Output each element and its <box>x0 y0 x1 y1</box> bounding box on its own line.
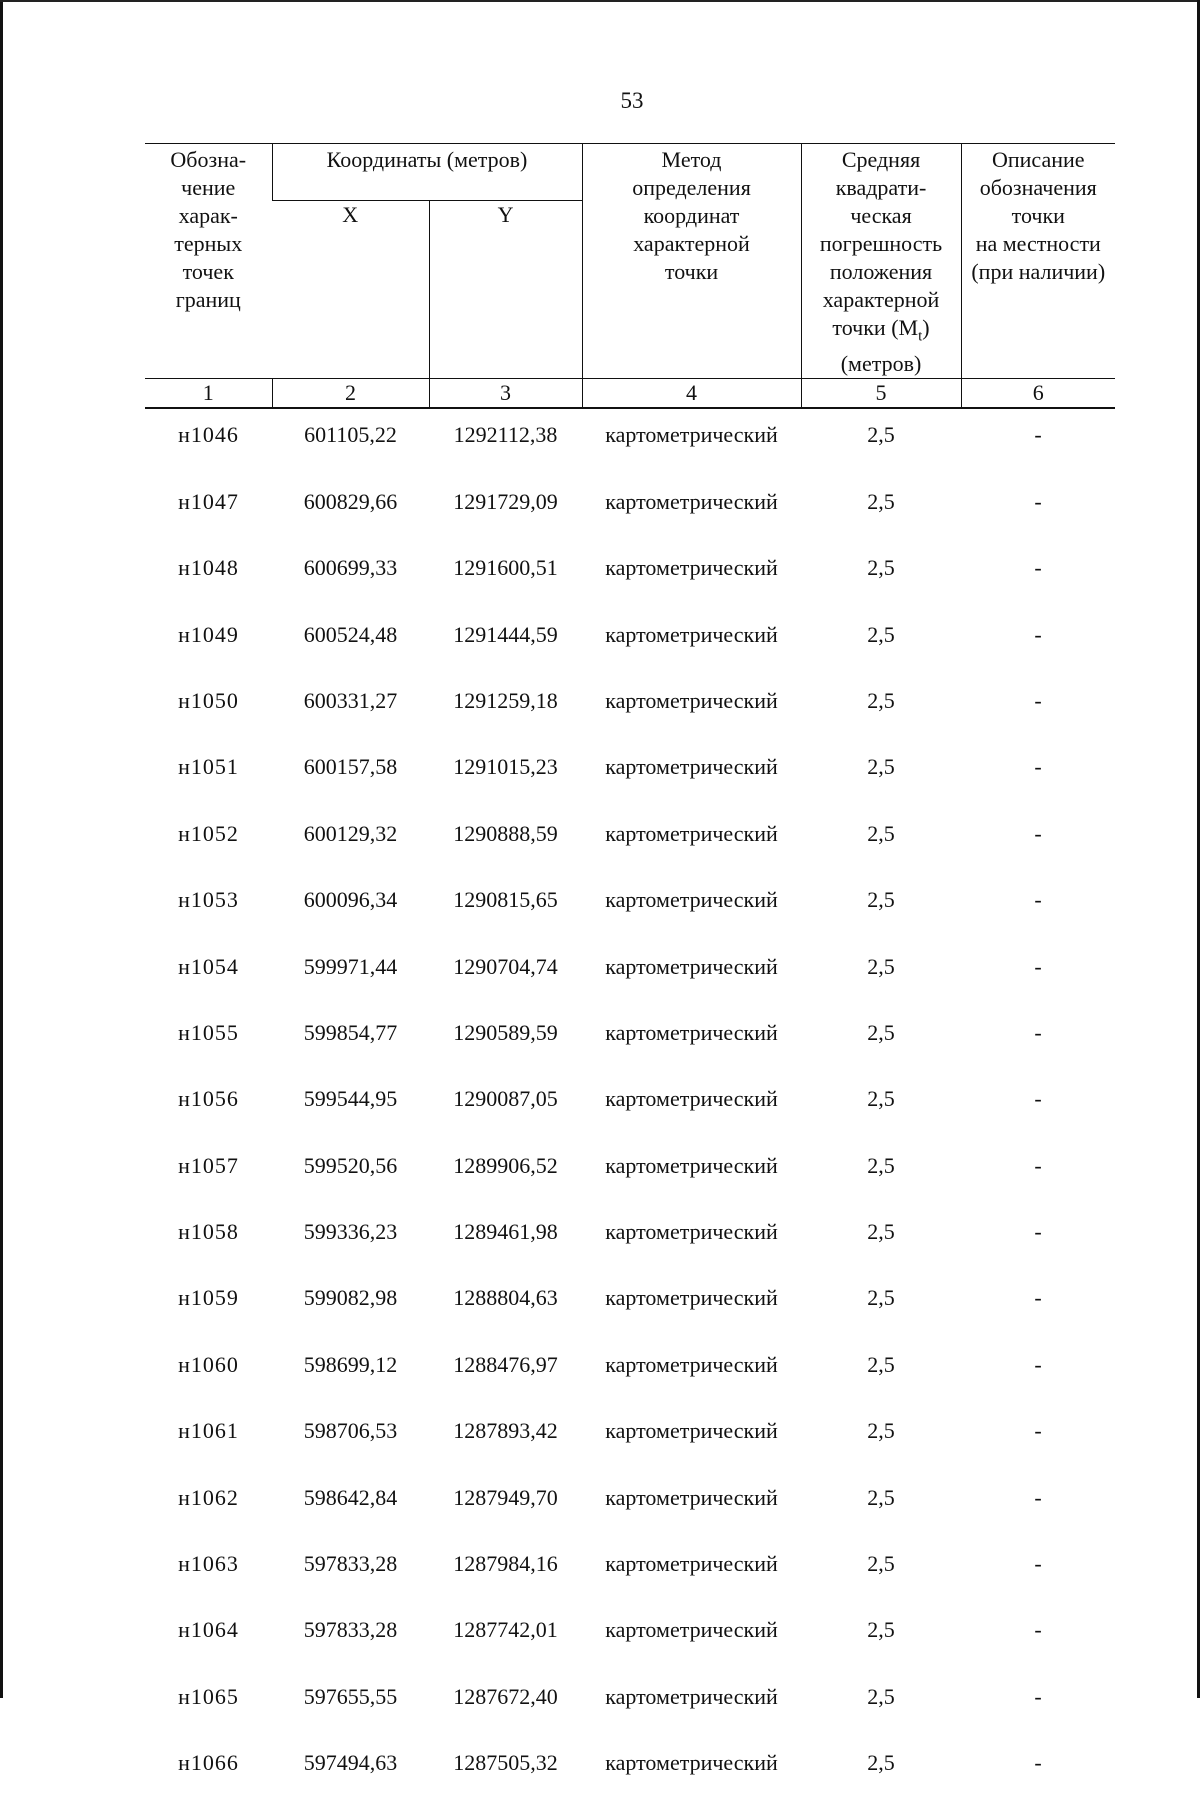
coordinate-y: 1287505,32 <box>453 1750 558 1776</box>
point-designation: н1058 <box>178 1219 239 1245</box>
coordinate-x: 597833,28 <box>303 1617 398 1643</box>
error-cell: 2,5 <box>867 1285 895 1311</box>
point-designation: н1062 <box>178 1484 239 1510</box>
header-line: границ <box>175 287 241 312</box>
column-number: 5 <box>801 379 961 409</box>
method-cell: картометрический <box>605 488 778 514</box>
coordinate-x: 599854,77 <box>303 1019 398 1045</box>
table-row <box>145 1009 1115 1075</box>
coordinate-y: 1291259,18 <box>453 687 558 713</box>
method-cell: картометрический <box>605 1219 778 1245</box>
error-cell: 2,5 <box>867 754 895 780</box>
coordinate-y: 1287949,70 <box>453 1484 558 1510</box>
point-designation: н1046 <box>178 422 239 448</box>
coordinate-y: 1291600,51 <box>453 555 558 581</box>
header-line: Обозна- <box>170 147 247 172</box>
header-line: на местности <box>975 231 1101 256</box>
error-cell: 2,5 <box>867 1086 895 1112</box>
column-number: 3 <box>429 379 582 409</box>
scan-edge-left <box>0 0 3 1698</box>
coordinate-y: 1292112,38 <box>453 422 558 448</box>
description-cell: - <box>1034 754 1042 780</box>
header-line: точки <box>1011 203 1065 228</box>
table-row <box>145 943 1115 1009</box>
table-row <box>145 1208 1115 1274</box>
point-designation: н1050 <box>178 687 239 713</box>
method-cell: картометрический <box>605 621 778 647</box>
header-error <box>801 144 961 379</box>
method-cell: картометрический <box>605 754 778 780</box>
header-y: Y <box>429 201 582 379</box>
point-designation: н1054 <box>178 953 239 979</box>
error-cell: 2,5 <box>867 1683 895 1709</box>
error-cell: 2,5 <box>867 1351 895 1377</box>
table-body <box>145 408 1115 1805</box>
point-designation: н1052 <box>178 820 239 846</box>
description-cell: - <box>1034 687 1042 713</box>
point-designation: н1057 <box>178 1152 239 1178</box>
error-cell: 2,5 <box>867 887 895 913</box>
coordinate-y: 1291015,23 <box>453 754 558 780</box>
error-cell: 2,5 <box>867 555 895 581</box>
point-designation: н1063 <box>178 1551 239 1577</box>
header-coordinates-group: Координаты (метров) <box>272 144 582 201</box>
point-designation: н1061 <box>178 1418 239 1444</box>
error-cell: 2,5 <box>867 1551 895 1577</box>
method-cell: картометрический <box>605 887 778 913</box>
method-cell: картометрический <box>605 820 778 846</box>
method-cell: картометрический <box>605 1418 778 1444</box>
table-row <box>145 611 1115 677</box>
coordinate-y: 1287984,16 <box>453 1551 558 1577</box>
point-designation: н1060 <box>178 1351 239 1377</box>
coordinate-y: 1287742,01 <box>453 1617 558 1643</box>
coordinate-x: 600157,58 <box>303 754 398 780</box>
method-cell: картометрический <box>605 1683 778 1709</box>
coordinate-x: 599082,98 <box>303 1285 398 1311</box>
description-cell: - <box>1034 887 1042 913</box>
point-designation: н1064 <box>178 1617 239 1643</box>
header-error-point <box>804 314 959 350</box>
column-number: 4 <box>582 379 801 409</box>
coordinate-y: 1291729,09 <box>453 488 558 514</box>
point-designation: н1051 <box>178 754 239 780</box>
description-cell: - <box>1034 1285 1042 1311</box>
error-cell: 2,5 <box>867 1418 895 1444</box>
coordinate-y: 1290087,05 <box>453 1086 558 1112</box>
method-cell: картометрический <box>605 1750 778 1776</box>
header-line: определения <box>632 175 751 200</box>
page-number: 53 <box>620 88 644 113</box>
table-row <box>145 1540 1115 1606</box>
header-line: положения <box>829 259 933 284</box>
coordinate-y: 1288476,97 <box>453 1351 558 1377</box>
point-designation: н1065 <box>178 1683 239 1709</box>
coordinate-x: 598699,12 <box>303 1351 398 1377</box>
header-line: Описание <box>991 147 1085 172</box>
point-designation: н1056 <box>178 1086 239 1112</box>
coordinate-x: 599520,56 <box>303 1152 398 1178</box>
table-row <box>145 1274 1115 1340</box>
coordinate-y: 1290815,65 <box>453 887 558 913</box>
error-cell: 2,5 <box>867 1750 895 1776</box>
description-cell: - <box>1034 1683 1042 1709</box>
coordinate-y: 1287893,42 <box>453 1418 558 1444</box>
coordinate-x: 597833,28 <box>303 1551 398 1577</box>
method-cell: картометрический <box>605 1351 778 1377</box>
description-cell: - <box>1034 621 1042 647</box>
header-error-point-suffix: ) <box>922 315 930 340</box>
error-cell: 2,5 <box>867 1484 895 1510</box>
header-line: (при наличии) <box>971 259 1106 284</box>
header-line: характерной <box>633 231 750 256</box>
description-cell: - <box>1034 1484 1042 1510</box>
description-cell: - <box>1034 1219 1042 1245</box>
header-line: погрешность <box>819 231 943 256</box>
method-cell: картометрический <box>605 1152 778 1178</box>
header-line: Метод <box>661 147 722 172</box>
column-number: 6 <box>961 379 1115 409</box>
method-cell: картометрический <box>605 422 778 448</box>
table-row <box>145 1673 1115 1739</box>
coordinate-x: 599544,95 <box>303 1086 398 1112</box>
table-row <box>145 1341 1115 1407</box>
error-cell: 2,5 <box>867 953 895 979</box>
coordinate-x: 597655,55 <box>303 1683 398 1709</box>
header-line: чение <box>181 175 236 200</box>
coordinate-x: 598706,53 <box>303 1418 398 1444</box>
coordinate-x: 600829,66 <box>303 488 398 514</box>
error-cell: 2,5 <box>867 1019 895 1045</box>
method-cell: картометрический <box>605 1551 778 1577</box>
table-header <box>145 144 1115 409</box>
description-cell: - <box>1034 555 1042 581</box>
header-error-units: (метров) <box>840 351 922 377</box>
column-number: 2 <box>272 379 429 409</box>
table-row <box>145 544 1115 610</box>
coordinate-y: 1287672,40 <box>453 1683 558 1709</box>
header-line: Средняя <box>841 147 921 172</box>
header-method <box>582 144 801 379</box>
coordinate-y: 1290589,59 <box>453 1019 558 1045</box>
coordinate-y: 1289906,52 <box>453 1152 558 1178</box>
header-line: обозначения <box>979 175 1097 200</box>
table-row <box>145 810 1115 876</box>
method-cell: картометрический <box>605 687 778 713</box>
coordinate-x: 598642,84 <box>303 1484 398 1510</box>
method-cell: картометрический <box>605 1484 778 1510</box>
coordinates-table <box>145 143 1115 1806</box>
coordinate-y: 1291444,59 <box>453 621 558 647</box>
error-cell: 2,5 <box>867 621 895 647</box>
point-designation: н1049 <box>178 621 239 647</box>
table-row <box>145 408 1115 477</box>
header-error-point-sub: t <box>918 328 923 345</box>
point-designation: н1047 <box>178 488 239 514</box>
point-designation: н1053 <box>178 887 239 913</box>
coordinate-x: 600096,34 <box>303 887 398 913</box>
table-row <box>145 478 1115 544</box>
coordinate-y: 1290888,59 <box>453 820 558 846</box>
header-line: терных <box>174 231 243 256</box>
description-cell: - <box>1034 953 1042 979</box>
header-line: координат <box>643 203 740 228</box>
description-cell: - <box>1034 422 1042 448</box>
header-description <box>961 144 1115 379</box>
error-cell: 2,5 <box>867 820 895 846</box>
error-cell: 2,5 <box>867 488 895 514</box>
point-designation: н1055 <box>178 1019 239 1045</box>
coordinate-y: 1289461,98 <box>453 1219 558 1245</box>
table-row <box>145 1407 1115 1473</box>
description-cell: - <box>1034 1418 1042 1444</box>
header-line: точки <box>664 259 719 284</box>
error-cell: 2,5 <box>867 1152 895 1178</box>
table-row <box>145 743 1115 809</box>
method-cell: картометрический <box>605 953 778 979</box>
point-designation: н1059 <box>178 1285 239 1311</box>
coordinate-x: 599971,44 <box>303 953 398 979</box>
coordinate-y: 1288804,63 <box>453 1285 558 1311</box>
description-cell: - <box>1034 1551 1042 1577</box>
method-cell: картометрический <box>605 1019 778 1045</box>
scan-edge-top <box>0 0 1200 2</box>
coordinate-x: 601105,22 <box>304 422 397 448</box>
description-cell: - <box>1034 1351 1042 1377</box>
description-cell: - <box>1034 1750 1042 1776</box>
method-cell: картометрический <box>605 1617 778 1643</box>
header-line: харак- <box>178 203 238 228</box>
table-row <box>145 876 1115 942</box>
column-number: 1 <box>145 379 272 409</box>
coordinate-x: 600699,33 <box>303 555 398 581</box>
header-error-point-prefix: точки (M <box>832 315 919 340</box>
description-cell: - <box>1034 1152 1042 1178</box>
table-row <box>145 1606 1115 1672</box>
method-cell: картометрический <box>605 555 778 581</box>
description-cell: - <box>1034 1019 1042 1045</box>
coordinate-x: 600524,48 <box>303 621 398 647</box>
coordinate-x: 597494,63 <box>303 1750 398 1776</box>
header-designation <box>145 144 272 379</box>
table-row <box>145 1739 1115 1805</box>
coordinate-x: 600129,32 <box>303 820 398 846</box>
description-cell: - <box>1034 1617 1042 1643</box>
description-cell: - <box>1034 488 1042 514</box>
header-line: квадрати- <box>835 175 927 200</box>
point-designation: н1048 <box>178 555 239 581</box>
error-cell: 2,5 <box>867 422 895 448</box>
header-x: X <box>342 202 359 228</box>
error-cell: 2,5 <box>867 1219 895 1245</box>
point-designation: н1066 <box>178 1750 239 1776</box>
coordinate-x: 599336,23 <box>303 1219 398 1245</box>
coordinate-y: 1290704,74 <box>453 953 558 979</box>
description-cell: - <box>1034 820 1042 846</box>
header-line: ческая <box>850 203 912 228</box>
header-line: точек <box>182 259 234 284</box>
header-line: характерной <box>822 287 940 312</box>
table-row <box>145 677 1115 743</box>
description-cell: - <box>1034 1086 1042 1112</box>
error-cell: 2,5 <box>867 687 895 713</box>
coordinate-x: 600331,27 <box>303 687 398 713</box>
error-cell: 2,5 <box>867 1617 895 1643</box>
table-row <box>145 1142 1115 1208</box>
method-cell: картометрический <box>605 1086 778 1112</box>
table-row <box>145 1474 1115 1540</box>
method-cell: картометрический <box>605 1285 778 1311</box>
table-row <box>145 1075 1115 1141</box>
